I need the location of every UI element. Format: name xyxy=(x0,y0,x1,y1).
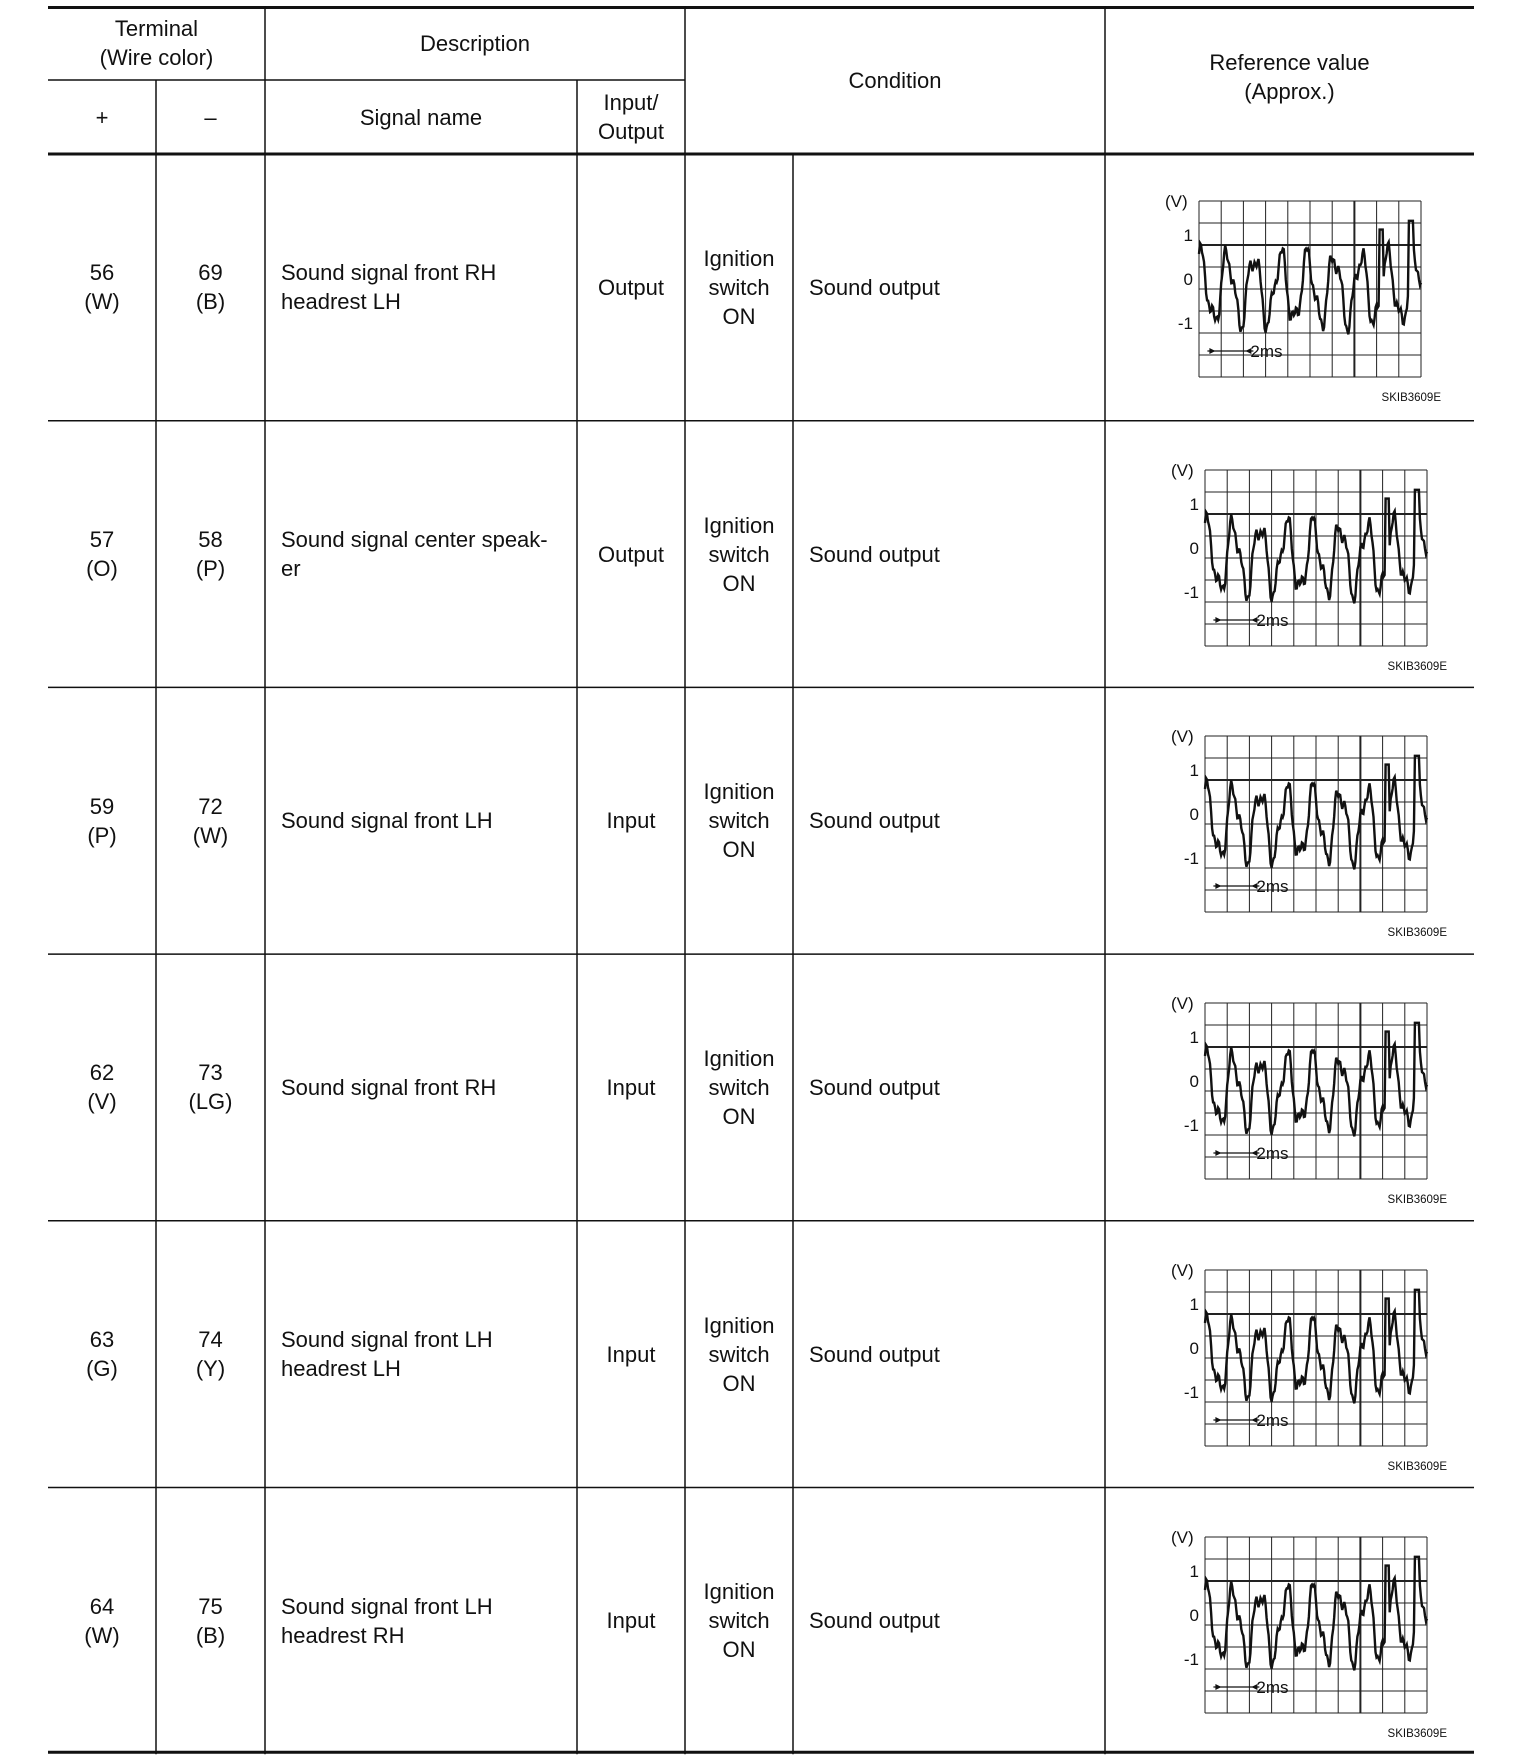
terminal-minus-cell xyxy=(156,954,265,1221)
condition-detail-text: Sound output xyxy=(809,808,940,834)
input-output-value: Input xyxy=(606,1608,656,1634)
input-output-cell xyxy=(577,1221,685,1488)
wire-color: (Y) xyxy=(195,1356,226,1382)
signal-name-line: Sound signal center speak- xyxy=(281,527,548,553)
terminal-plus-cell xyxy=(48,154,156,421)
input-output-cell xyxy=(577,687,685,954)
signal-name-cell xyxy=(265,954,577,1221)
waveform-y-unit: (V) xyxy=(1171,1260,1194,1280)
signal-name-cell xyxy=(265,1221,577,1488)
terminal-number: 64 xyxy=(89,1593,115,1619)
condition-detail-cell xyxy=(793,1488,1105,1755)
condition-line: Ignition xyxy=(703,1312,775,1338)
waveform-y-unit: (V) xyxy=(1171,727,1194,747)
signal-name-line: Sound signal front LH xyxy=(281,808,493,834)
header-reference-value xyxy=(1105,6,1474,154)
input-output-cell xyxy=(577,421,685,688)
terminal-minus-cell xyxy=(156,687,265,954)
terminal-number: 58 xyxy=(198,527,223,553)
waveform-y-tick-label: -1 xyxy=(1183,849,1199,869)
waveform-y-tick-label: 0 xyxy=(1189,1605,1199,1625)
waveform-y-tick-label: 1 xyxy=(1189,761,1199,781)
input-output-cell xyxy=(577,1488,685,1755)
condition-line: ON xyxy=(722,1637,756,1663)
signal-name-line: headrest RH xyxy=(281,1622,405,1648)
wire-color: (G) xyxy=(86,1356,118,1382)
header-signal-name: Signal name xyxy=(359,104,483,130)
terminal-number: 75 xyxy=(198,1593,223,1619)
waveform-time-scale-label: 2ms xyxy=(1250,342,1283,361)
condition-line: switch xyxy=(708,274,770,300)
condition-state-cell xyxy=(685,154,793,421)
condition-line: switch xyxy=(708,541,770,567)
header-plus: + xyxy=(95,104,109,130)
waveform-figure-code: SKIB3609E xyxy=(1387,927,1447,940)
waveform-time-scale-arrow xyxy=(1215,1684,1221,1690)
waveform-time-scale-arrow xyxy=(1215,1417,1221,1423)
signal-name-cell xyxy=(265,1488,577,1755)
waveform-y-tick-label: 1 xyxy=(1183,226,1193,245)
signal-name-line: Sound signal front RH xyxy=(281,1074,497,1100)
terminal-minus-cell xyxy=(156,154,265,421)
wire-color: (B) xyxy=(195,1622,226,1648)
waveform-y-unit: (V) xyxy=(1171,994,1194,1014)
header-minus: – xyxy=(204,104,217,130)
condition-detail-text: Sound output xyxy=(809,1341,940,1367)
header-input-output-line1: Input/ xyxy=(603,90,659,115)
condition-line: ON xyxy=(722,837,756,863)
terminal-number: 73 xyxy=(198,1060,223,1086)
condition-line: Ignition xyxy=(703,1579,775,1605)
reference-value-cell xyxy=(1105,1221,1474,1488)
signal-name-line: Sound signal front LH xyxy=(281,1593,493,1619)
waveform-y-unit: (V) xyxy=(1171,460,1194,480)
header-input-output xyxy=(577,80,685,154)
condition-detail-cell xyxy=(793,954,1105,1221)
wire-color: (W) xyxy=(192,822,229,848)
condition-line: switch xyxy=(708,1341,770,1367)
condition-detail-cell xyxy=(793,687,1105,954)
condition-state-cell xyxy=(685,1488,793,1755)
terminal-number: 72 xyxy=(198,793,223,819)
waveform-graph xyxy=(1161,189,1461,409)
condition-detail-text: Sound output xyxy=(809,1608,940,1634)
header-terminal-label: Terminal xyxy=(114,16,199,41)
condition-line: ON xyxy=(722,303,756,329)
wire-color: (O) xyxy=(86,556,118,582)
reference-value-cell xyxy=(1105,954,1474,1221)
signal-name-line: er xyxy=(281,556,301,582)
waveform-graph xyxy=(1167,1258,1467,1478)
signal-name-cell xyxy=(265,154,577,421)
waveform-y-tick-label: 0 xyxy=(1189,805,1199,825)
wire-color: (V) xyxy=(87,1089,117,1115)
waveform-time-scale-arrow xyxy=(1209,348,1215,354)
condition-line: Ignition xyxy=(703,245,775,271)
reference-value-cell xyxy=(1105,154,1474,421)
waveform-y-tick-label: -1 xyxy=(1183,1116,1199,1136)
wire-color: (W) xyxy=(84,1622,120,1648)
condition-line: switch xyxy=(708,1608,770,1634)
header-reference-value-line2: (Approx.) xyxy=(1244,79,1335,104)
waveform-graph xyxy=(1167,724,1467,944)
terminal-plus-cell xyxy=(48,1488,156,1755)
waveform-time-scale-arrow xyxy=(1215,617,1221,623)
waveform-time-scale-label: 2ms xyxy=(1256,877,1289,897)
waveform-time-scale-label: 2ms xyxy=(1256,1144,1289,1164)
waveform-y-tick-label: 1 xyxy=(1189,1294,1199,1314)
waveform-y-tick-label: 0 xyxy=(1183,270,1193,289)
waveform-time-scale-label: 2ms xyxy=(1256,1677,1289,1697)
terminal-number: 63 xyxy=(89,1327,115,1353)
input-output-value: Input xyxy=(606,1341,656,1367)
waveform-y-tick-label: -1 xyxy=(1183,582,1199,602)
reference-value-cell xyxy=(1105,687,1474,954)
waveform-y-unit: (V) xyxy=(1165,192,1188,211)
input-output-value: Input xyxy=(606,1074,656,1100)
signal-name-cell xyxy=(265,687,577,954)
terminal-plus-cell xyxy=(48,687,156,954)
header-terminal xyxy=(48,6,265,80)
condition-detail-cell xyxy=(793,154,1105,421)
input-output-cell xyxy=(577,154,685,421)
waveform-y-unit: (V) xyxy=(1171,1527,1194,1547)
terminal-number: 62 xyxy=(89,1060,115,1086)
wire-color: (LG) xyxy=(188,1089,233,1115)
header-wire-color-label: (Wire color) xyxy=(99,45,214,70)
waveform-graph xyxy=(1167,1525,1467,1745)
waveform-time-scale-arrow xyxy=(1215,1150,1221,1156)
waveform-y-tick-label: -1 xyxy=(1183,1382,1199,1402)
condition-line: Ignition xyxy=(703,512,775,538)
input-output-value: Output xyxy=(597,541,665,567)
waveform-y-tick-label: -1 xyxy=(1183,1649,1199,1669)
wire-color: (P) xyxy=(87,822,117,848)
condition-detail-text: Sound output xyxy=(809,541,940,567)
input-output-value: Input xyxy=(606,808,656,834)
reference-value-cell xyxy=(1105,1488,1474,1755)
terminal-minus-cell xyxy=(156,1488,265,1755)
terminal-minus-cell xyxy=(156,421,265,688)
waveform-figure-code: SKIB3609E xyxy=(1381,392,1441,404)
terminal-number: 59 xyxy=(89,793,115,819)
waveform-figure-code: SKIB3609E xyxy=(1387,1727,1447,1740)
condition-line: switch xyxy=(708,808,770,834)
waveform-y-tick-label: 0 xyxy=(1189,1072,1199,1092)
waveform-y-tick-label: 1 xyxy=(1189,1561,1199,1581)
terminal-plus-cell xyxy=(48,954,156,1221)
waveform-y-tick-label: 0 xyxy=(1189,538,1199,558)
wire-color: (P) xyxy=(195,556,226,582)
condition-state-cell xyxy=(685,1221,793,1488)
header-input-output-line2: Output xyxy=(597,119,665,144)
condition-line: ON xyxy=(722,570,756,596)
signal-name-line: headrest LH xyxy=(281,1356,401,1382)
waveform-y-tick-label: 0 xyxy=(1189,1338,1199,1358)
header-description: Description xyxy=(419,30,531,56)
wire-color: (B) xyxy=(195,289,226,315)
signal-name-line: Sound signal front RH xyxy=(281,260,497,286)
input-output-value: Output xyxy=(597,274,665,300)
condition-line: ON xyxy=(722,1103,756,1129)
terminal-reference-table xyxy=(48,6,1474,1756)
waveform-figure-code: SKIB3609E xyxy=(1387,1460,1447,1473)
header-reference-value-line1: Reference value xyxy=(1209,50,1370,75)
condition-detail-cell xyxy=(793,1221,1105,1488)
terminal-number: 57 xyxy=(89,527,115,553)
waveform-y-tick-label: 1 xyxy=(1189,494,1199,514)
condition-detail-text: Sound output xyxy=(809,1074,940,1100)
condition-state-cell xyxy=(685,687,793,954)
terminal-number: 74 xyxy=(198,1327,223,1353)
condition-state-cell xyxy=(685,421,793,688)
waveform-figure-code: SKIB3609E xyxy=(1387,1194,1447,1207)
condition-detail-cell xyxy=(793,421,1105,688)
header-condition: Condition xyxy=(848,67,942,93)
reference-value-cell xyxy=(1105,421,1474,688)
condition-state-cell xyxy=(685,954,793,1221)
waveform-graph xyxy=(1167,458,1467,678)
waveform-time-scale-label: 2ms xyxy=(1256,610,1289,630)
waveform-time-scale-arrow xyxy=(1215,883,1221,889)
terminal-plus-cell xyxy=(48,421,156,688)
signal-name-line: Sound signal front LH xyxy=(281,1327,493,1353)
condition-detail-text: Sound output xyxy=(809,274,940,300)
terminal-number: 56 xyxy=(89,260,115,286)
signal-name-line: headrest LH xyxy=(281,289,401,315)
terminal-plus-cell xyxy=(48,1221,156,1488)
waveform-time-scale-label: 2ms xyxy=(1256,1410,1289,1430)
waveform-graph xyxy=(1167,991,1467,1211)
condition-line: Ignition xyxy=(703,1045,775,1071)
terminal-minus-cell xyxy=(156,1221,265,1488)
condition-line: Ignition xyxy=(703,779,775,805)
waveform-figure-code: SKIB3609E xyxy=(1387,660,1447,673)
input-output-cell xyxy=(577,954,685,1221)
condition-line: ON xyxy=(722,1370,756,1396)
waveform-y-tick-label: 1 xyxy=(1189,1028,1199,1048)
condition-line: switch xyxy=(708,1074,770,1100)
waveform-y-tick-label: -1 xyxy=(1177,314,1193,333)
terminal-number: 69 xyxy=(198,260,223,286)
signal-name-cell xyxy=(265,421,577,688)
wire-color: (W) xyxy=(84,289,120,315)
